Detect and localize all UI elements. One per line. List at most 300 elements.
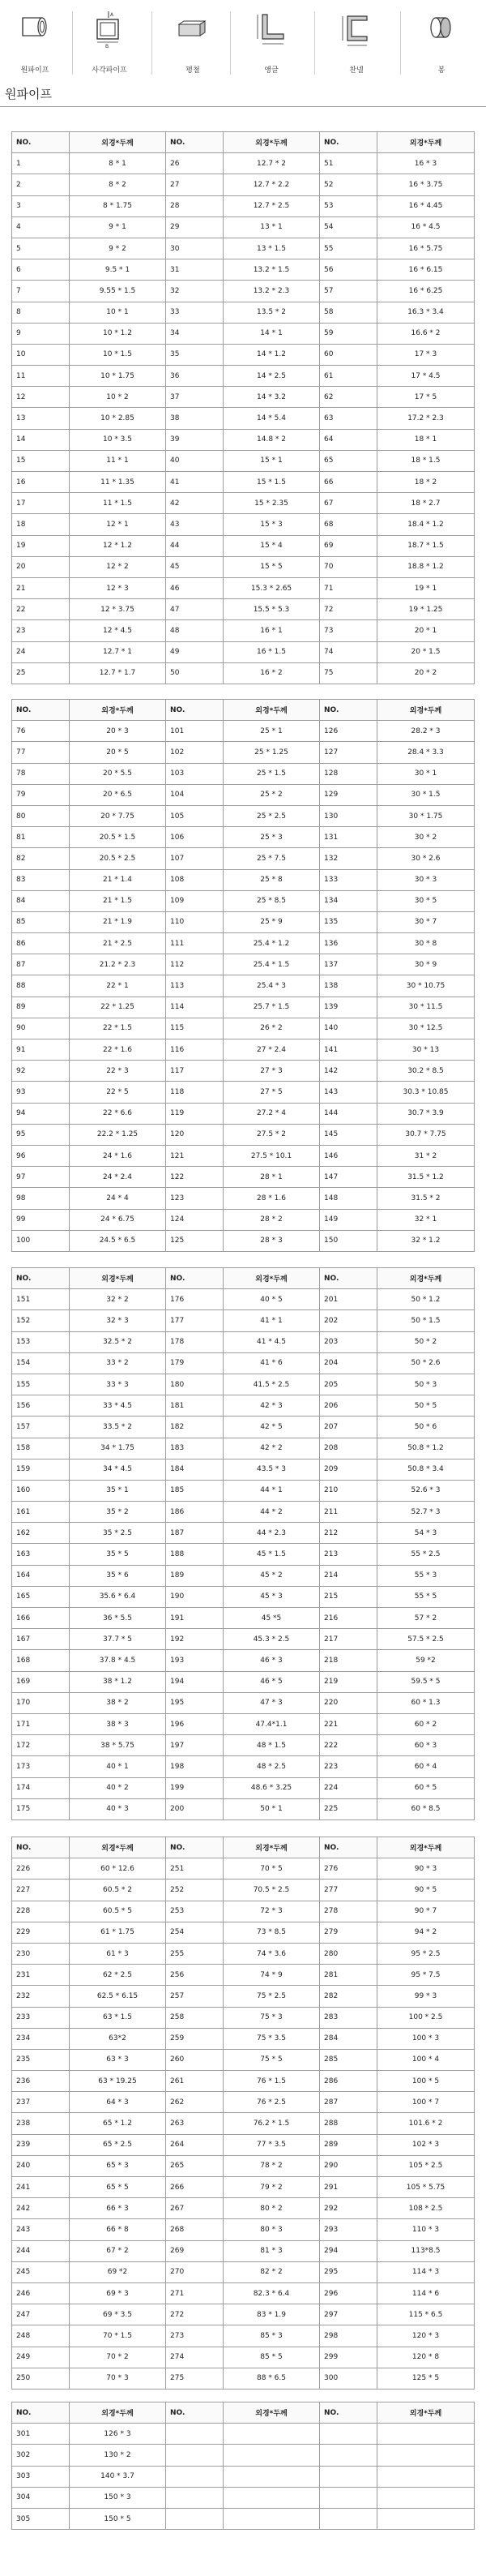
table-row [12, 1082, 475, 1103]
row-number: 193 [166, 1650, 224, 1671]
pipe-spec: 15 * 2.35 [224, 493, 320, 514]
pipe-spec: 38 * 3 [70, 1713, 166, 1734]
pipe-spec: 8 * 1 [70, 153, 166, 174]
table-row [12, 848, 475, 869]
row-number: 134 [320, 890, 377, 911]
pipe-spec: 60 * 3 [377, 1735, 475, 1756]
pipe-spec: 65 * 3 [70, 2155, 166, 2176]
row-number: 62 [320, 387, 377, 408]
row-number: 182 [166, 1417, 224, 1438]
row-number: 219 [320, 1671, 377, 1692]
channel-icon [339, 10, 372, 49]
row-number: 68 [320, 514, 377, 535]
table-row [12, 1480, 475, 1501]
row-number: 285 [320, 2049, 377, 2070]
pipe-spec: 10 * 2.85 [70, 408, 166, 429]
row-number: 292 [320, 2198, 377, 2219]
row-number: 231 [12, 1965, 70, 1986]
row-number: 18 [12, 514, 70, 535]
row-number: 104 [166, 784, 224, 805]
pipe-spec: 69 * 3.5 [70, 2304, 166, 2325]
pipe-spec: 16 * 2 [224, 662, 320, 684]
row-number: 154 [12, 1352, 70, 1374]
pipe-spec: 50 * 6 [377, 1417, 475, 1438]
row-number: 242 [12, 2198, 70, 2219]
nav-divider [72, 11, 73, 75]
row-number: 101 [166, 721, 224, 742]
pipe-spec: 21 * 2.5 [70, 933, 166, 954]
pipe-spec: 14.8 * 2 [224, 429, 320, 450]
table-row [12, 238, 475, 259]
table-row [12, 662, 475, 684]
row-number: 123 [166, 1188, 224, 1209]
table-row [12, 1629, 475, 1650]
pipe-spec: 140 * 3.7 [70, 2466, 166, 2487]
table-row [12, 1310, 475, 1331]
row-number: 188 [166, 1544, 224, 1565]
table-row [12, 1502, 475, 1523]
table-row [12, 195, 475, 216]
row-number [166, 2424, 224, 2445]
pipe-spec: 74 * 9 [224, 1965, 320, 1986]
header-no: NO. [166, 700, 224, 721]
pipe-spec: 15 * 5 [224, 556, 320, 577]
row-number: 298 [320, 2325, 377, 2347]
pipe-spec: 76 * 2.5 [224, 2092, 320, 2113]
pipe-spec: 22 * 1.5 [70, 1018, 166, 1039]
row-number: 48 [166, 620, 224, 641]
row-number: 172 [12, 1735, 70, 1756]
pipe-spec: 33 * 3 [70, 1374, 166, 1395]
table-row [12, 805, 475, 826]
row-number: 28 [166, 195, 224, 216]
table-row [12, 911, 475, 932]
pipe-spec: 114 * 3 [377, 2261, 475, 2282]
pipe-spec: 40 * 3 [70, 1798, 166, 1819]
row-number: 31 [166, 259, 224, 281]
table-row [12, 2368, 475, 2389]
row-number: 286 [320, 2071, 377, 2092]
table-row [12, 2466, 475, 2487]
pipe-spec: 25 * 8 [224, 869, 320, 890]
table-row [12, 556, 475, 577]
row-number: 237 [12, 2092, 70, 2113]
row-number: 32 [166, 281, 224, 302]
pipe-spec: 48.6 * 3.25 [224, 1777, 320, 1798]
row-number: 171 [12, 1713, 70, 1734]
row-number [166, 2466, 224, 2487]
table-row [12, 2347, 475, 2368]
table-row [12, 1103, 475, 1124]
pipe-spec: 60 * 4 [377, 1756, 475, 1777]
pipe-spec: 8 * 2 [70, 174, 166, 195]
header-no: NO. [12, 1268, 70, 1289]
row-number: 82 [12, 848, 70, 869]
table-row [12, 1374, 475, 1395]
table-row [12, 827, 475, 848]
row-number: 38 [166, 408, 224, 429]
pipe-spec: 20 * 1.5 [377, 641, 475, 662]
nav-item-round-bar[interactable] [407, 5, 476, 79]
row-number: 105 [166, 805, 224, 826]
pipe-spec: 32 * 1 [377, 1209, 475, 1230]
flat-bar-icon [176, 10, 208, 49]
row-number: 107 [166, 848, 224, 869]
pipe-spec: 16.3 * 3.4 [377, 302, 475, 323]
row-number: 212 [320, 1523, 377, 1544]
row-number: 211 [320, 1502, 377, 1523]
row-number: 240 [12, 2155, 70, 2176]
row-number: 247 [12, 2304, 70, 2325]
row-number: 152 [12, 1310, 70, 1331]
row-number: 67 [320, 493, 377, 514]
row-number: 291 [320, 2177, 377, 2198]
spec-table [11, 1837, 475, 2390]
table-row [12, 1858, 475, 1879]
row-number: 16 [12, 472, 70, 493]
pipe-spec: 25 * 1 [224, 721, 320, 742]
row-number: 202 [320, 1310, 377, 1331]
pipe-spec: 74 * 3.6 [224, 1943, 320, 1964]
row-number: 14 [12, 429, 70, 450]
pipe-spec: 24 * 6.75 [70, 1209, 166, 1230]
row-number: 163 [12, 1544, 70, 1565]
row-number: 218 [320, 1650, 377, 1671]
pipe-spec: 42 * 2 [224, 1438, 320, 1459]
row-number: 252 [166, 1879, 224, 1901]
header-spec: 외경*두께 [377, 2402, 475, 2424]
row-number: 34 [166, 323, 224, 344]
pipe-spec: 61 * 3 [70, 1943, 166, 1964]
pipe-spec: 30 * 8 [377, 933, 475, 954]
pipe-spec: 30 * 12.5 [377, 1018, 475, 1039]
nav-label: 평철 [185, 66, 200, 75]
table-row [12, 259, 475, 281]
pipe-spec: 54 * 3 [377, 1523, 475, 1544]
row-number: 127 [320, 742, 377, 763]
pipe-spec: 15 * 4 [224, 535, 320, 556]
pipe-spec: 50 * 3 [377, 1374, 475, 1395]
row-number: 4 [12, 216, 70, 238]
row-number: 141 [320, 1039, 377, 1061]
nav-item-square-pipe[interactable] [75, 5, 144, 79]
pipe-spec: 40 * 5 [224, 1289, 320, 1310]
row-number: 150 [320, 1230, 377, 1251]
pipe-spec: 32 * 3 [70, 1310, 166, 1331]
pipe-spec: 73 * 8.5 [224, 1922, 320, 1943]
pipe-spec: 27 * 3 [224, 1061, 320, 1082]
pipe-spec: 28 * 2 [224, 1209, 320, 1230]
row-number: 23 [12, 620, 70, 641]
table-row [12, 975, 475, 997]
row-number: 167 [12, 1629, 70, 1650]
row-number: 29 [166, 216, 224, 238]
pipe-spec: 60 * 5 [377, 1777, 475, 1798]
table-row [12, 1145, 475, 1166]
row-number: 131 [320, 827, 377, 848]
table-row [12, 721, 475, 742]
header-no: NO. [320, 1837, 377, 1858]
row-number: 95 [12, 1124, 70, 1145]
row-number: 191 [166, 1608, 224, 1629]
row-number: 158 [12, 1438, 70, 1459]
row-number: 190 [166, 1586, 224, 1607]
pipe-spec: 33.5 * 2 [70, 1417, 166, 1438]
pipe-spec: 126 * 3 [70, 2424, 166, 2445]
pipe-spec: 33 * 4.5 [70, 1395, 166, 1417]
row-number: 70 [320, 556, 377, 577]
row-number [320, 2445, 377, 2466]
row-number: 98 [12, 1188, 70, 1209]
pipe-spec: 44 * 2.3 [224, 1523, 320, 1544]
row-number: 248 [12, 2325, 70, 2347]
table-row [12, 2261, 475, 2282]
table-row [12, 2134, 475, 2155]
pipe-spec: 52.7 * 3 [377, 1502, 475, 1523]
table-row [12, 1039, 475, 1061]
table-row [12, 1608, 475, 1629]
pipe-spec: 13 * 1.5 [224, 238, 320, 259]
row-number: 213 [320, 1544, 377, 1565]
pipe-spec: 24 * 4 [70, 1188, 166, 1209]
row-number [166, 2487, 224, 2508]
pipe-spec: 24.5 * 6.5 [70, 1230, 166, 1251]
pipe-spec: 110 * 3 [377, 2219, 475, 2240]
table-row [12, 1879, 475, 1901]
row-number: 92 [12, 1061, 70, 1082]
row-number: 251 [166, 1858, 224, 1879]
pipe-spec: 113*8.5 [377, 2240, 475, 2261]
pipe-spec: 120 * 8 [377, 2347, 475, 2368]
pipe-spec: 22 * 1 [70, 975, 166, 997]
row-number: 81 [12, 827, 70, 848]
table-row [12, 1735, 475, 1756]
row-number: 71 [320, 577, 377, 598]
header-no: NO. [166, 1268, 224, 1289]
pipe-spec: 25 * 2 [224, 784, 320, 805]
row-number: 184 [166, 1459, 224, 1480]
row-number: 113 [166, 975, 224, 997]
table-row [12, 1438, 475, 1459]
row-number: 238 [12, 2113, 70, 2134]
pipe-spec: 14 * 1 [224, 323, 320, 344]
header-spec: 외경*두께 [224, 700, 320, 721]
pipe-spec: 20 * 7.75 [70, 805, 166, 826]
table-row [12, 493, 475, 514]
row-number: 183 [166, 1438, 224, 1459]
row-number: 41 [166, 472, 224, 493]
pipe-spec: 100 * 2.5 [377, 2007, 475, 2028]
row-number: 17 [12, 493, 70, 514]
row-number: 49 [166, 641, 224, 662]
row-number: 86 [12, 933, 70, 954]
pipe-spec: 25 * 1.25 [224, 742, 320, 763]
pipe-spec: 60 * 1.3 [377, 1692, 475, 1713]
nav-item-round-pipe[interactable] [0, 5, 70, 79]
spec-table [11, 1267, 475, 1820]
pipe-spec: 60 * 8.5 [377, 1798, 475, 1819]
row-number: 143 [320, 1082, 377, 1103]
table-row [12, 1167, 475, 1188]
row-number: 132 [320, 848, 377, 869]
row-number: 56 [320, 259, 377, 281]
row-number: 181 [166, 1395, 224, 1417]
pipe-spec: 90 * 3 [377, 1858, 475, 1879]
table-row [12, 153, 475, 174]
table-row [12, 784, 475, 805]
row-number: 178 [166, 1331, 224, 1352]
pipe-spec [224, 2424, 320, 2445]
pipe-spec [377, 2508, 475, 2529]
table-header-row [12, 1837, 475, 1858]
pipe-spec: 22.2 * 1.25 [70, 1124, 166, 1145]
pipe-spec: 21 * 1.4 [70, 869, 166, 890]
pipe-spec: 20.5 * 1.5 [70, 827, 166, 848]
pipe-spec: 59 *2 [377, 1650, 475, 1671]
row-number: 166 [12, 1608, 70, 1629]
pipe-spec: 130 * 2 [70, 2445, 166, 2466]
nav-item-angle[interactable] [237, 5, 306, 79]
row-number: 214 [320, 1565, 377, 1586]
pipe-spec: 20 * 6.5 [70, 784, 166, 805]
row-number: 272 [166, 2304, 224, 2325]
row-number: 187 [166, 1523, 224, 1544]
row-number [166, 2445, 224, 2466]
row-number: 283 [320, 2007, 377, 2028]
pipe-spec: 95 * 2.5 [377, 1943, 475, 1964]
pipe-spec: 76 * 1.5 [224, 2071, 320, 2092]
row-number: 290 [320, 2155, 377, 2176]
table-row [12, 216, 475, 238]
pipe-spec: 12 * 1.2 [70, 535, 166, 556]
pipe-spec: 44 * 2 [224, 1502, 320, 1523]
row-number: 169 [12, 1671, 70, 1692]
row-number: 244 [12, 2240, 70, 2261]
row-number: 164 [12, 1565, 70, 1586]
header-no: NO. [320, 1268, 377, 1289]
pipe-spec: 33 * 2 [70, 1352, 166, 1374]
pipe-spec: 70 * 2 [70, 2347, 166, 2368]
row-number: 268 [166, 2219, 224, 2240]
row-number: 264 [166, 2134, 224, 2155]
pipe-spec: 105 * 2.5 [377, 2155, 475, 2176]
row-number: 59 [320, 323, 377, 344]
pipe-spec: 62.5 * 6.15 [70, 1986, 166, 2007]
pipe-spec: 12.7 * 1.7 [70, 662, 166, 684]
pipe-spec: 21.2 * 2.3 [70, 954, 166, 975]
pipe-spec: 18.8 * 1.2 [377, 556, 475, 577]
pipe-spec: 25 * 1.5 [224, 763, 320, 784]
row-number: 7 [12, 281, 70, 302]
pipe-spec: 34 * 1.75 [70, 1438, 166, 1459]
table-header-row [12, 132, 475, 153]
pipe-spec: 15 * 3 [224, 514, 320, 535]
table-row [12, 2028, 475, 2049]
pipe-spec: 18 * 2 [377, 472, 475, 493]
row-number: 274 [166, 2347, 224, 2368]
pipe-spec: 41 * 6 [224, 1352, 320, 1374]
pipe-spec: 11 * 1.5 [70, 493, 166, 514]
row-number: 222 [320, 1735, 377, 1756]
row-number: 66 [320, 472, 377, 493]
table-row [12, 1124, 475, 1145]
table-row [12, 1544, 475, 1565]
angle-icon [254, 10, 287, 49]
row-number: 160 [12, 1480, 70, 1501]
table-row [12, 1523, 475, 1544]
table-row [12, 2508, 475, 2529]
pipe-spec: 30 * 1 [377, 763, 475, 784]
header-no: NO. [320, 132, 377, 153]
pipe-spec: 25 * 9 [224, 911, 320, 932]
pipe-spec [377, 2445, 475, 2466]
row-number: 50 [166, 662, 224, 684]
row-number: 40 [166, 450, 224, 471]
pipe-spec: 26 * 2 [224, 1018, 320, 1039]
pipe-spec [224, 2487, 320, 2508]
pipe-spec: 11 * 1.35 [70, 472, 166, 493]
row-number: 227 [12, 1879, 70, 1901]
row-number: 175 [12, 1798, 70, 1819]
table-row [12, 2240, 475, 2261]
nav-item-channel[interactable] [322, 5, 391, 79]
pipe-spec: 12 * 2 [70, 556, 166, 577]
table-row [12, 1943, 475, 1964]
pipe-spec: 35 * 2.5 [70, 1523, 166, 1544]
row-number: 13 [12, 408, 70, 429]
row-number: 45 [166, 556, 224, 577]
row-number: 124 [166, 1209, 224, 1230]
nav-label: 앵글 [264, 66, 279, 75]
pipe-spec [224, 2445, 320, 2466]
row-number: 156 [12, 1395, 70, 1417]
row-number: 76 [12, 721, 70, 742]
row-number: 147 [320, 1167, 377, 1188]
pipe-spec: 12 * 1 [70, 514, 166, 535]
row-number: 57 [320, 281, 377, 302]
nav-item-flat-bar[interactable] [158, 5, 228, 79]
row-number: 241 [12, 2177, 70, 2198]
row-number: 301 [12, 2424, 70, 2445]
pipe-spec: 32 * 1.2 [377, 1230, 475, 1251]
pipe-spec: 62 * 2.5 [70, 1965, 166, 1986]
pipe-spec: 18.7 * 1.5 [377, 535, 475, 556]
table-row [12, 1395, 475, 1417]
row-number: 209 [320, 1459, 377, 1480]
pipe-spec: 15.5 * 5.3 [224, 599, 320, 620]
row-number: 43 [166, 514, 224, 535]
row-number: 279 [320, 1922, 377, 1943]
pipe-spec: 10 * 1.75 [70, 366, 166, 387]
pipe-spec: 19 * 1.25 [377, 599, 475, 620]
row-number: 91 [12, 1039, 70, 1061]
row-number [320, 2466, 377, 2487]
table-row [12, 2325, 475, 2347]
nav-label: 원파이프 [20, 66, 49, 75]
pipe-spec: 14 * 3.2 [224, 387, 320, 408]
pipe-spec: 30 * 1.5 [377, 784, 475, 805]
pipe-spec: 50 * 1.5 [377, 1310, 475, 1331]
row-number: 288 [320, 2113, 377, 2134]
pipe-spec: 18.4 * 1.2 [377, 514, 475, 535]
table-row [12, 1756, 475, 1777]
header-spec: 외경*두께 [70, 1268, 166, 1289]
row-number: 63 [320, 408, 377, 429]
row-number: 1 [12, 153, 70, 174]
row-number: 300 [320, 2368, 377, 2389]
row-number: 194 [166, 1671, 224, 1692]
row-number: 197 [166, 1735, 224, 1756]
